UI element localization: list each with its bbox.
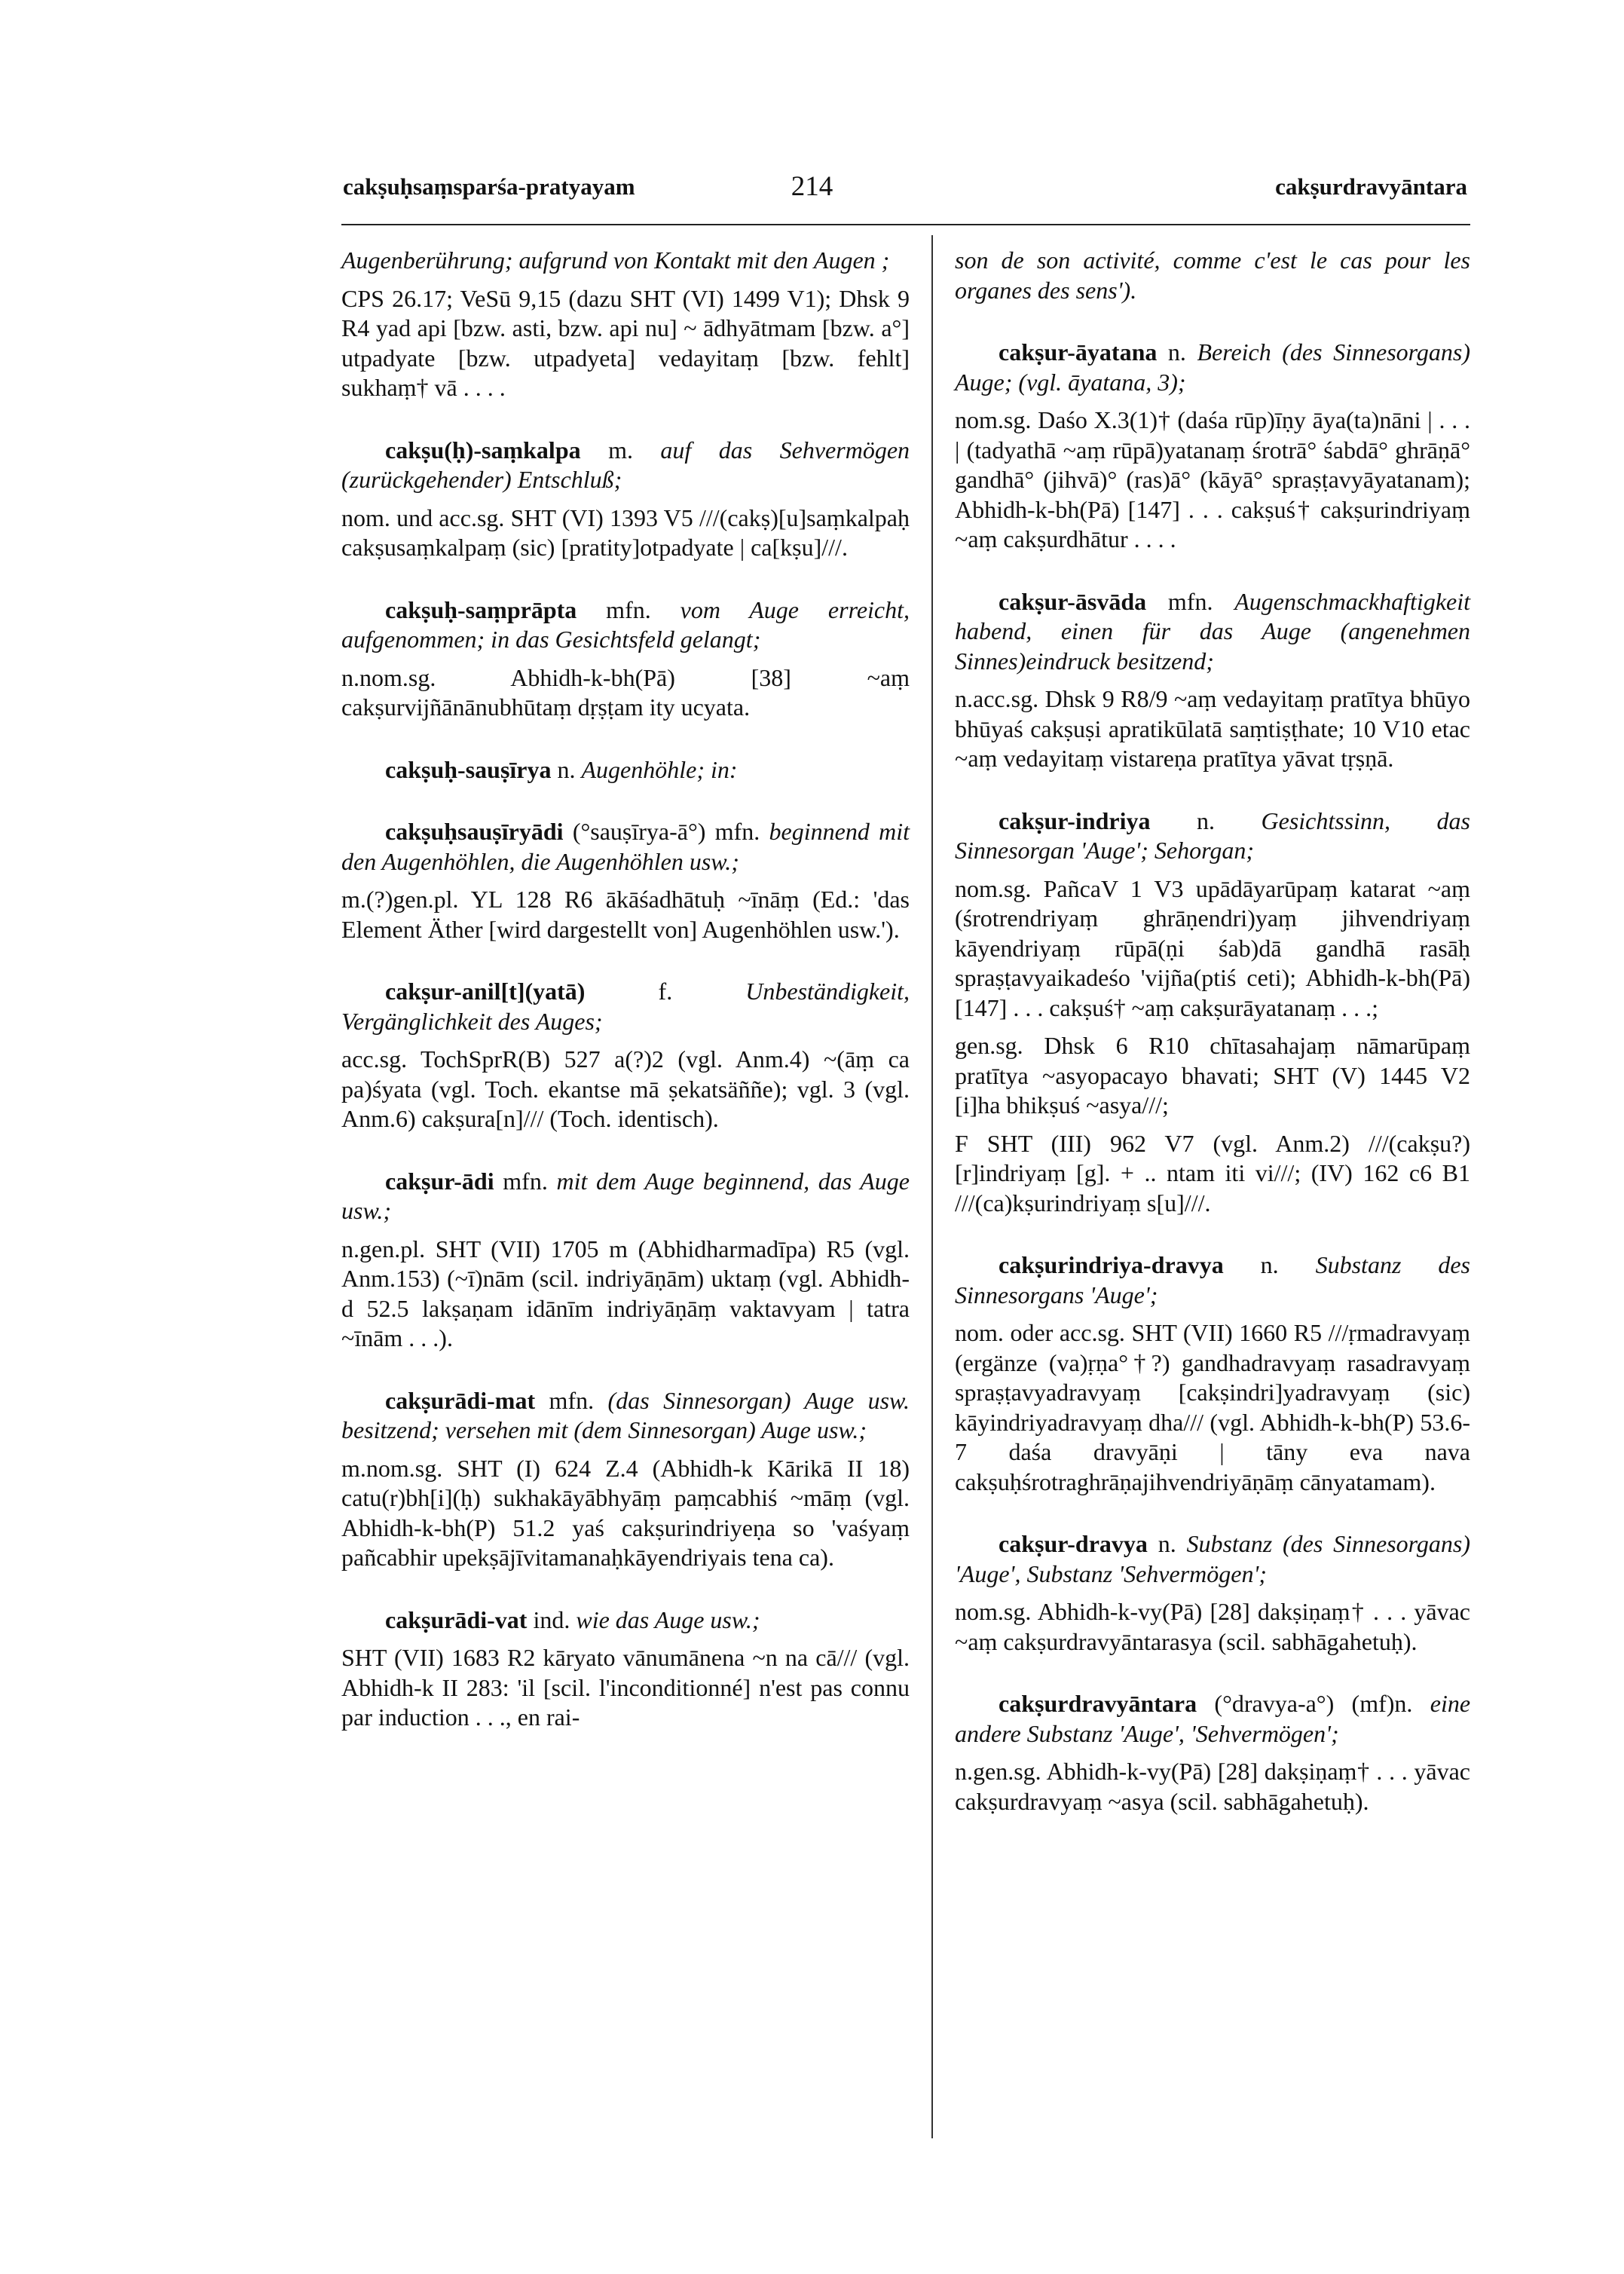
entry-continuation: son de son activité, comme c'est le cas pour les organes des sens'). xyxy=(955,246,1470,304)
entry-definition: eine andere Substanz 'Auge', 'Sehvermögen'; xyxy=(955,1690,1471,1747)
left-column xyxy=(341,246,910,1765)
entry-definition: beginnend mit den Augenhöhlen, die Augenhöhlen usw.; xyxy=(341,818,910,875)
entry-headword: cakṣur-anil[t](yatā) xyxy=(385,978,586,1005)
entry-headword: cakṣur-dravya xyxy=(999,1530,1148,1557)
entry-grammar: ind. xyxy=(533,1605,570,1633)
entry-definition: (das Sinnesorgan) Auge usw. besitzend; versehen mit (dem Sinnesorgan) Auge usw.; xyxy=(341,1386,910,1443)
dictionary-entry xyxy=(955,587,1470,774)
entry-citation: nom. und acc.sg. SHT (VI) 1393 V5 ///(cakṣ)[u]saṃkalpaḥ cakṣusaṃkalpaṃ (sic) [pratity]otpadyate | ca[kṣu]///. xyxy=(341,503,910,561)
entry-definition: Gesichtssinn, das Sinnesorgan 'Auge'; Sehorgan; xyxy=(955,806,1470,864)
entry-headword: cakṣu(ḥ)-saṃkalpa xyxy=(385,436,581,464)
dictionary-entry xyxy=(341,817,910,944)
entry-definition: wie das Auge usw.; xyxy=(576,1605,760,1633)
entry-headword: cakṣurdravyāntara xyxy=(999,1690,1197,1717)
entry-headword: cakṣur-āsvāda xyxy=(999,587,1147,615)
entry-headword: cakṣuḥ-sauṣīrya xyxy=(385,755,552,783)
entry-grammar: mfn. xyxy=(503,1167,548,1195)
dictionary-entry xyxy=(341,755,910,785)
entry-head xyxy=(341,595,910,655)
entry-definition: mit dem Auge beginnend, das Auge usw.; xyxy=(341,1167,910,1224)
entry-citation: acc.sg. TochSprR(B) 527 a(?)2 (vgl. Anm.4) ~(āṃ ca pa)śyata (vgl. Toch. ekantse mā ṣekatsäññe); vgl. 3 (vgl. Anm.6) cakṣura[n]/// (Toch. identisch). xyxy=(341,1045,910,1132)
entry-citation: nom.sg. Daśo X.3(1)† (daśa rūp)īṇy āya(ta)nāni | . . . | (tadyathā ~aṃ rūpā)yatanaṃ śrotrā° śabdā° ghrāṇā° gandhā° (jihvā)° (ras)ā° (kāyā° spraṣṭavyāyatanam); Abhidh-k-bh(Pā) [147] . . . cakṣuś† cakṣurindriyaṃ ~aṃ cakṣurdhātur . . . . xyxy=(955,406,1470,552)
entry-definition: Augenberührung; aufgrund von Kontakt mit den Augen ; xyxy=(341,246,890,274)
dictionary-entry xyxy=(955,1250,1470,1497)
entry-head xyxy=(955,1529,1470,1589)
entry-grammar: n. xyxy=(1260,1251,1279,1278)
entry-citation: nom. oder acc.sg. SHT (VII) 1660 R5 ///ṛmadravyaṃ (ergänze (va)ṛṇa°†?) gandhadravyaṃ rasadravyaṃ spraṣṭavyadravyaṃ [cakṣindri]yadravyaṃ (sic) kāyindriyadravyaṃ dha/// (vgl. Abhidh-k-bh(P) 53.6-7 daśa dravyāṇi | tāny eva nava cakṣuḥśrotraghrāṇajihvendriyāṇāṃ cānyatamam). xyxy=(955,1319,1470,1495)
running-head-left: cakṣuḥsaṃsparśa-pratyayam xyxy=(343,173,635,200)
entry-citation: n.gen.pl. SHT (VII) 1705 m (Abhidharmadīpa) R5 (vgl. Anm.153) (~ī)nām (scil. indriyāṇām) uktaṃ (vgl. Abhidh-d 52.5 lakṣaṇam idānīm indriyāṇāṃ vaktavyam | tatra ~īnām . . .). xyxy=(341,1235,910,1351)
entry-head xyxy=(341,1167,910,1226)
entry-headword: cakṣur-ādi xyxy=(385,1167,494,1195)
entry-head xyxy=(341,817,910,877)
dictionary-entry xyxy=(955,806,1470,1219)
column-divider xyxy=(931,235,933,2138)
dictionary-entry xyxy=(955,1689,1470,1816)
right-column xyxy=(955,246,1470,1849)
entry-grammar: n. xyxy=(1158,1530,1176,1557)
entry-grammar: n. xyxy=(1167,338,1186,366)
entry-definition: Augenhöhle; in: xyxy=(581,755,738,783)
entry-definition: auf das Sehvermögen (zurückgehender) Entschluß; xyxy=(341,436,910,493)
entry-grammar: n. xyxy=(557,755,576,783)
header-rule xyxy=(341,224,1470,225)
entry-grammar: mfn. xyxy=(606,595,651,623)
continued-entry xyxy=(341,246,910,403)
entry-headword: cakṣuḥ-saṃprāpta xyxy=(385,595,577,623)
entry-grammar: (°sauṣīrya-ā°) mfn. xyxy=(572,818,760,845)
entry-citation: gen.sg. Dhsk 6 R10 chītasahajaṃ nāmarūpaṃ pratītya ~asyopacayo bhavati; SHT (V) 1445 V2 [i]ha bhikṣuś ~asya///; xyxy=(955,1032,1470,1119)
entry-citation: SHT (VII) 1683 R2 kāryato vānumānena ~n na cā/// (vgl. Abhidh-k II 283: 'il [scil. l'inconditionné] n'est pas connu par induction . . ., en rai- xyxy=(341,1644,910,1731)
entry-grammar: m. xyxy=(608,436,633,464)
dictionary-entry xyxy=(341,436,910,563)
dictionary-entry xyxy=(341,977,910,1134)
entry-citation: n.gen.sg. Abhidh-k-vy(Pā) [28] dakṣiṇaṃ† . . . yāvac cakṣurdravyaṃ ~asya (scil. sabhāgahetuḥ). xyxy=(955,1758,1470,1815)
running-head-right: cakṣurdravyāntara xyxy=(1275,173,1467,200)
dictionary-entry xyxy=(955,1529,1470,1657)
dictionary-entry xyxy=(341,1167,910,1354)
entry-head xyxy=(955,338,1470,397)
entry-head xyxy=(341,1605,910,1636)
entry-citation: nom.sg. PañcaV 1 V3 upādāyarūpaṃ katarat ~aṃ (śrotrendriyaṃ ghrāṇendri)yaṃ jihvendriyaṃ kāyendriyaṃ rūpā(ṇi śab)dā gandhā rasāḥ spraṣṭavyaikadeśo 'vijña(ptiś ceti); Abhidh-k-bh(Pā) [147] . . . cakṣuś† ~aṃ cakṣurāyatanaṃ . . .; xyxy=(955,874,1470,1021)
entry-grammar: mfn. xyxy=(549,1386,595,1414)
dictionary-entry xyxy=(341,595,910,723)
entry-grammar: (°dravya-a°) (mf)n. xyxy=(1214,1690,1413,1717)
entry-headword: cakṣurindriya-dravya xyxy=(999,1251,1224,1278)
entry-citation: nom.sg. Abhidh-k-vy(Pā) [28] dakṣiṇaṃ† . . . yāvac ~aṃ cakṣurdravyāntarasya (scil. sabhāgahetuḥ). xyxy=(955,1598,1470,1655)
entry-citation: n.nom.sg. Abhidh-k-bh(Pā) [38] ~aṃ cakṣurvijñānānubhūtaṃ dṛṣṭam ity ucyata. xyxy=(341,663,910,721)
continued-entry xyxy=(955,246,1470,305)
page-number: 214 xyxy=(791,171,833,202)
entry-headword: cakṣur-indriya xyxy=(999,806,1151,834)
entry-citation: CPS 26.17; VeSū 9,15 (dazu SHT (VI) 1499 V1); Dhsk 9 R4 yad api [bzw. asti, bzw. api nu] ~ ādhyātmam [bzw. a°] utpadyate [bzw. utpadyeta] vedayitaṃ [bzw. fehlt] sukhaṃ† vā . . . . xyxy=(341,284,910,401)
entry-headword: cakṣurādi-vat xyxy=(385,1605,528,1633)
entry-head xyxy=(955,806,1470,866)
entry-citation: F SHT (III) 962 V7 (vgl. Anm.2) ///(cakṣu?)[r]indriyaṃ [g]. + .. ntam iti vi///; (IV) 162 c6 B1 ///(ca)kṣurindriyaṃ s[u]///. xyxy=(955,1129,1470,1217)
dictionary-entry xyxy=(341,1605,910,1733)
entry-head xyxy=(341,436,910,495)
entry-definition: Substanz (des Sinnesorgans) 'Auge', Substanz 'Sehvermögen'; xyxy=(955,1530,1471,1587)
entry-definition: Unbeständigkeit, Vergänglichkeit des Auges; xyxy=(341,978,910,1035)
entry-headword: cakṣur-āyatana xyxy=(999,338,1158,366)
entry-head xyxy=(955,1250,1470,1310)
entry-headword: cakṣuḥsauṣīryādi xyxy=(385,818,564,845)
entry-citation: m.(?)gen.pl. YL 128 R6 ākāśadhātuḥ ~īnāṃ (Ed.: 'das Element Äther [wird dargestellt von] Augenhöhlen usw.'). xyxy=(341,886,910,943)
entry-head xyxy=(341,1386,910,1446)
entry-definition: Bereich (des Sinnesorgans) Auge; (vgl. āyatana, 3); xyxy=(955,338,1471,396)
entry-citation: n.acc.sg. Dhsk 9 R8/9 ~aṃ vedayitaṃ pratītya bhūyo bhūyaś cakṣuṣi apratikūlatā saṃtiṣṭhate; 10 V10 etac ~aṃ vedayitaṃ vistareṇa pratītya yāvat tṛṣṇā. xyxy=(955,685,1470,772)
entry-headword: cakṣurādi-mat xyxy=(385,1386,536,1414)
entry-definition: Augenschmackhaftigkeit habend, einen für das Auge (angenehmen Sinnes)eindruck besitzend; xyxy=(955,587,1470,675)
dictionary-entry xyxy=(955,338,1470,555)
entry-head xyxy=(341,977,910,1036)
entry-definition: Substanz des Sinnesorgans 'Auge'; xyxy=(955,1251,1470,1308)
entry-head xyxy=(955,1689,1470,1749)
dictionary-entry xyxy=(341,1386,910,1573)
entry-grammar: n. xyxy=(1197,806,1215,834)
entry-definition: vom Auge erreicht, aufgenommen; in das Gesichtsfeld gelangt; xyxy=(341,595,910,653)
entry-grammar: mfn. xyxy=(1167,587,1213,615)
entry-grammar: f. xyxy=(658,978,673,1005)
entry-head xyxy=(341,755,910,785)
entry-citation: m.nom.sg. SHT (I) 624 Z.4 (Abhidh-k Kārikā II 18) catu(r)bh[i](ḥ) sukhakāyābhyāṃ paṃcabhiś ~māṃ (vgl. Abhidh-k-bh(P) 51.2 yaś cakṣurindriyeṇa so 'vaśyaṃ pañcabhir upekṣājīvitamanaḥkāyendriyais tena ca). xyxy=(341,1454,910,1571)
entry-head xyxy=(955,587,1470,677)
